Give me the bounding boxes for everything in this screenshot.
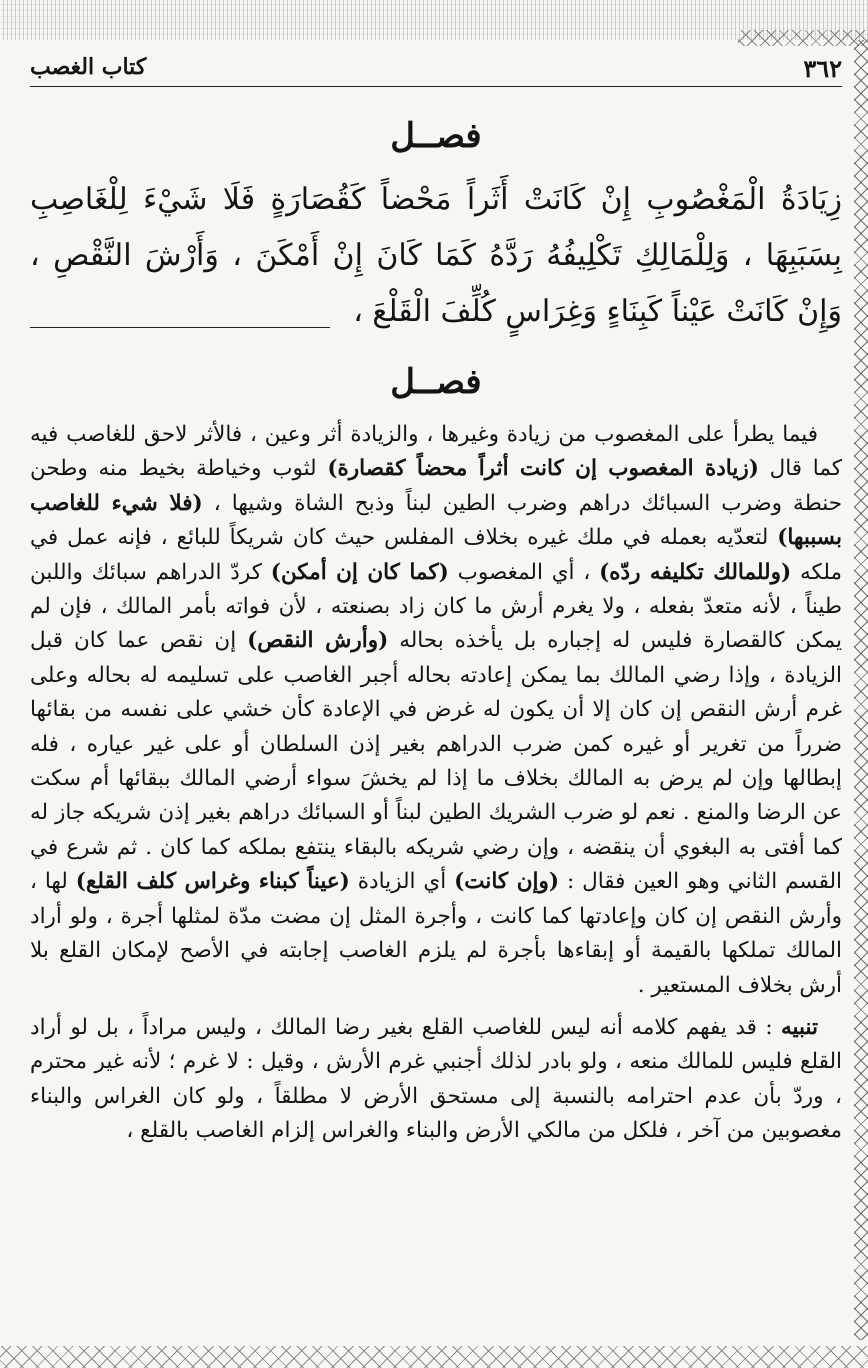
running-header [30,52,842,86]
book-title: كتاب الغصب [30,54,147,80]
commentary-text: كردّ الدراهم سبائك واللبن طيناً ، لأنه متعدّ بفعله ، ولا يغرم أرش ما كان زاد بصنعته ، لأن فواته بأمر المالك ، فإن لم يمكن كالقصارة فليس له إجباره بل يأخذه بحاله [30,559,842,654]
quoted-matn: (وإن كانت) [454,869,560,895]
header-rule [30,86,842,87]
quoted-matn: (فلا شيء للغاصب بسببها) [30,490,842,551]
top-right-chain-ornament [738,30,868,46]
quoted-matn: (وأرش النقص) [247,628,389,654]
section-heading-2: فصــل [390,362,482,402]
tanbih-label: تنبيه [781,1014,818,1040]
right-border-ornament [854,40,868,1340]
commentary-text: لثوب وخياطة بخيط منه وطحن حنطة وضرب السبائك دراهم وضرب الطين لبناً وذبح الشاة وشيها ، [30,456,842,516]
section-heading-1: فصــل [390,116,482,156]
commentary-text: فيما يطرأ على المغصوب من زيادة وغيرها ، والزيادة أثر وعين ، فالأثر لاحق للغاصب فيه كما قال [30,422,843,482]
commentary-text: ، أي المغصوب [457,559,591,585]
tanbih-paragraph [30,1011,842,1149]
quoted-matn: (عيناً كبناء وغراس كلف القلع) [75,869,350,895]
quoted-matn: (كما كان إن أمكن) [270,559,449,585]
section-divider-rule [30,327,330,328]
tanbih-text: : قد يفهم كلامه أنه ليس للغاصب القلع بغير رضا المالك ، وليس مراداً ، بل لو أراد القلع فليس للمالك منعه ، ولو بادر لذلك أجنبي غرم الأرش ، وقيل : لا غرم ؛ لأنه غير محترم ، وردّ بأن عدم احترامه بالنسبة إلى مستحق الأرض لا مطلقاً ، ولو كان الغراس والبناء مغصوبين من آخر ، فلكل من مالكي الأرض والبناء والغراس إلزام الغاصب بالقلع ، [30,1014,842,1144]
commentary-text: لها ، وأرش النقص إن كان وإعادتها كما كانت ، وأجرة المثل إن مضت مدّة لمثلها أجرة ، ولو أراد المالك تملكها بالقيمة أو إبقاءها بأجرة لم يلزم الغاصب إجابته في الأصح لإمكان القلع بلا أرش بخلاف المستعير . [30,869,842,998]
bottom-border-ornament [0,1346,868,1368]
quoted-matn: (وللمالك تكليفه ردّه) [599,559,792,585]
matn-text: زِيَادَةُ الْمَغْصُوبِ إِنْ كَانَتْ أَثَراً مَحْضاً كَقُصَارَةٍ فَلَا شَيْءَ لِلْغَاصِبِ بِسَبَبِهَا ، وَلِلْمَالِكِ تَكْلِيفُهُ رَدَّهُ كَمَا كَانَ إِنْ أَمْكَنَ ، وَأَرْشَ النَّقْصِ ، وَإِنْ كَانَتْ عَيْناً كَبِنَاءٍ وَغِرَاسٍ كُلِّفَ الْقَلْعَ ، [30,182,842,329]
commentary-paragraph [30,418,842,1003]
commentary-text: لتعدّيه بعمله في ملك غيره بخلاف المفلس حيث كان شريكاً للبائع ، فإنه عمل في ملكه [30,525,842,585]
commentary-body [30,418,842,1149]
commentary-text: إن نقص عما كان قبل الزيادة ، وإذا رضي المالك بما يمكن إعادته بحاله أجبر الغاصب على تسليمه له بحاله وعلى غرم أرش النقص إن كان إلا أن يكون له غرض في الإعادة كأن خشي على نفسه من بقائها ضرراً من تغرير أو غيره كمن ضرب الدراهم بغير إذن السلطان أو على غير عياره ، فله إبطالها وإن لم يرض به المالك بخلاف ما إذا لم يخشَ سواء أرضي المالك ببقائها أم سكت عن الرضا والمنع . نعم لو ضرب الشريك الطين لبناً أو السبائك دراهم بغير إذن شريكه جاز له كما أفتى به البغوي أن ينقضه ، وإن رضي شريكه بالبقاء ينتفع بملكه كما كان . ثم شرع في القسم الثاني وهو العين فقال : [30,628,842,895]
commentary-text: أي الزيادة [357,869,447,895]
page-number: ٣٦٢ [803,54,842,83]
quoted-matn: (زيادة المغصوب إن كانت أثراً محضاً كقصارة) [327,456,759,482]
